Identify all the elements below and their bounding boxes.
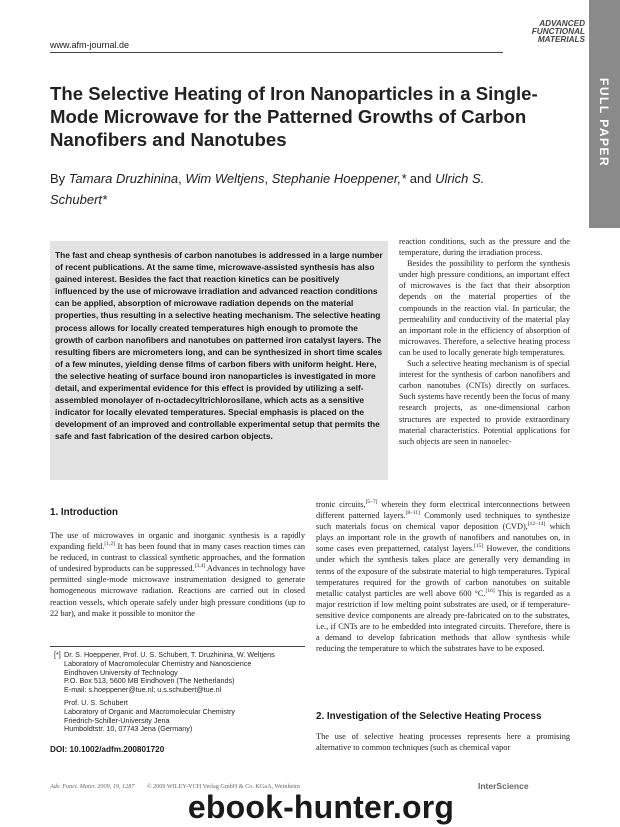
- affiliation-block: [54, 651, 304, 695]
- footnote-rule: [50, 646, 305, 647]
- abstract: The fast and cheap synthesis of carbon nanotubes is addressed in a large number of recent publications. At the same time, microwave-assisted synthesis has also gained interest. Besides the fact that reaction kinetics can be positively influenced by the use of microwave irradiation and advanced reaction conditions can be applied, absorption of microwave radiation depends on the material properties, thus resulting in a selective heating mechanism. The selective heating process allows for locally created temperatures high enough to promote the growth of carbon nanofibers and nanotubes on patterned iron catalyst layers. The resulting fibers are micrometers long, and can be synthesized in short time scales of a few minutes, yielding dense films of carbon fibers with uniform height. Here, the selective heating of surface bound iron nanoparticles is investigated in more detail, and experimental evidence for this effect is provided by utilizing a self-assembled monolayer of n-octadecyltrichlorosilane, which acts as a sensitive indicator for locally elevated temperatures. Special emphasis is placed on the development of an improved and controllable experimental setup that permits the safe and fast fabrication of the desired carbon objects.: [55, 250, 383, 442]
- section-tab: [588, 78, 620, 168]
- affiliation-line: Laboratory of Macromolecular Chemistry and Nanoscience: [64, 658, 252, 668]
- section-2-text: [316, 731, 570, 753]
- reference-link[interactable]: [5–7]: [365, 499, 378, 506]
- author-name: Tamara Druzhinina: [68, 171, 179, 186]
- affiliation-line: Prof. U. S. Schubert: [64, 698, 128, 707]
- journal-logo: [505, 20, 585, 44]
- continued-text: [316, 499, 570, 654]
- author-name: Stephanie Hoeppener,*: [271, 171, 407, 186]
- byline-prefix: By: [50, 171, 69, 186]
- section-heading: 1. Introduction: [50, 507, 119, 518]
- affiliation-line: P.O. Box 513, 5600 MB Eindhoven (The Netherlands): [64, 676, 235, 686]
- paragraph: The use of selective heating processes represents here a promising alternative to common techniques (such as chemical vapor: [316, 732, 570, 753]
- reference-link[interactable]: [1,2]: [104, 541, 115, 548]
- journal-logo-line: MATERIALS: [537, 35, 585, 44]
- affiliation-line: Dr. S. Hoeppener, Prof. U. S. Schubert, T. Druzhinina, W. Weltjens: [64, 650, 275, 659]
- email-line[interactable]: E-mail: s.hoeppener@tue.nl; u.s.schubert@tue.nl: [64, 685, 222, 695]
- author-byline: By Tamara Druzhinina, Wim Weltjens, Stephanie Hoeppener,* and Ulrich S. Schubert*: [50, 171, 485, 207]
- affiliation-block: [64, 699, 304, 734]
- paragraph: reaction conditions, such as the pressure and the temperature, during the irradiation process.: [399, 237, 570, 258]
- reference-link[interactable]: [3,4]: [194, 563, 206, 570]
- reference-link[interactable]: [15]: [474, 543, 484, 550]
- article-title: The Selective Heating of Iron Nanoparticles in a Single-Mode Microwave for the Patterned Growths of Carbon Nanofibers and Nanotubes: [50, 83, 538, 150]
- paragraph: Besides the possibility to perform the synthesis under high pressure conditions, an important effect of microwaves is the fact that their absorption depends on the material properties of the compounds in the reaction vial. In particular, the permeability and conductivity of the material play an important role in the efficiency of absorption of microwaves. Therefore, a selective heating process can be used to locally generate high temperatures.: [399, 259, 570, 357]
- reference-link[interactable]: [12–14]: [527, 521, 546, 528]
- paragraph: Such a selective heating mechanism is of special interest for the synthesis of carbon nanofibers and carbon nanotubes (CNTs) directly on surfaces. Such systems have recently been the focus of many research projects, as one-dimensional carbon structures are expected to provide extraordinary material characteristics. Potential applications for such objects are seen in nanoelec-: [399, 359, 570, 446]
- publisher-logo: InterScience: [478, 781, 529, 791]
- affiliation-line: Laboratory of Organic and Macromolecular Chemistry: [64, 706, 235, 716]
- header-rule: [50, 52, 503, 53]
- watermark: ebook-hunter.org: [187, 789, 455, 825]
- section-heading: 2. Investigation of the Selective Heating Process: [316, 711, 542, 722]
- paragraph: tronic circuits,[5–7] wherein they form electrical interconnections between different patterned layers.[8–11] Commonly used techniques to synthesize such materials focus on chemical vapor deposition (CVD),[12–14] which plays an important role in the growth of nanofibers and nanotubes on, in some cases even prepatterned, catalyst layers.[15] However, the conditions under which the synthesis takes place are generally very demanding in terms of the exposure of the substrate material to high temperatures. Typical temperatures required for the growth of carbon nanotubes on suitable metallic catalyst particles are well above 600 °C.[16] This is regarded as a major restriction if low melting point substrates are used, or if temperature-sensitive device components are already pre-fabricated on to the substrates, i.e., if CNTs are to be embedded into integrated circuits. Therefore, there is a demand to develop fabrication methods that allow synthesis while reducing the temperature to which the substrates have to be exposed.: [316, 499, 571, 654]
- footnote-marker: [*]: [54, 650, 61, 659]
- journal-url: www.afm-journal.de: [50, 40, 130, 50]
- journal-logo-line: ADVANCED: [539, 19, 585, 28]
- footer-citation: Adv. Funct. Mater. 2009, 19, 1287 © 2009 WILEY-VCH Verlag GmbH & Co. KGaA, Weinheim: [50, 783, 300, 790]
- affiliation-line: Friedrich-Schiller-University Jena: [64, 715, 170, 725]
- journal-logo-line: FUNCTIONAL: [531, 27, 585, 36]
- section-1-text: [50, 530, 305, 619]
- reference-link[interactable]: [16]: [485, 587, 495, 594]
- paragraph: The use of microwaves in organic and inorganic synthesis is a rapidly expanding field.[1,2] It has been found that in many cases reaction times can be reduced, in contrast to classical synthetic approaches, and the formation of undesired byproducts can be suppressed.[3,4] Advances in technology have permitted single-mode microwave instrumentation designed to generate homogeneous microwave radiation. Reactions are carried out in closed reaction vessels, which operate safely under high pressure conditions (up to 22 bar), and make it possible to monitor the: [50, 531, 305, 618]
- reference-link[interactable]: [8–11]: [405, 510, 421, 517]
- affiliation-line: Humboldtstr. 10, 07743 Jena (Germany): [64, 724, 193, 734]
- author-name: Wim Weltjens: [185, 171, 265, 186]
- author-name: Ulrich S. Schubert*: [50, 171, 485, 207]
- section-tab-label: FULL PAPER: [597, 78, 611, 168]
- affiliation-line: Eindhoven University of Technology: [64, 667, 178, 677]
- right-column: [399, 236, 570, 447]
- doi[interactable]: DOI: 10.1002/adfm.200801720: [50, 745, 165, 754]
